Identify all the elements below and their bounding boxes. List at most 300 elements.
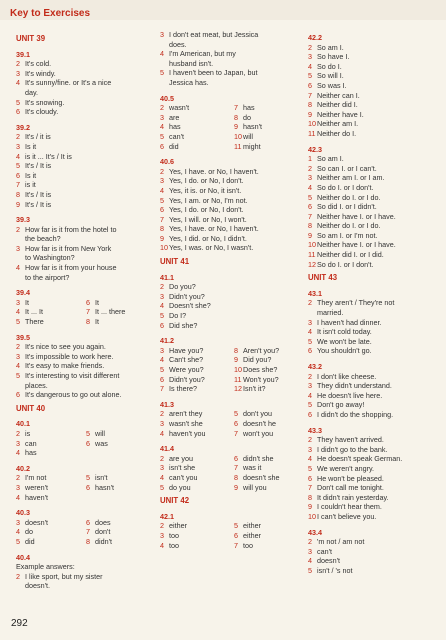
answer-grid [16, 473, 150, 502]
item-text: So did I. or I didn't. [317, 202, 377, 212]
answer-item [160, 78, 302, 88]
item-text: So was I. [317, 80, 347, 90]
answer-item [234, 521, 302, 531]
item-text: Do I? [169, 311, 187, 321]
item-number: 4 [16, 307, 20, 317]
answer-item [308, 337, 442, 347]
item-number: 6 [160, 205, 164, 215]
item-text: It's easy to make friends. [25, 361, 105, 371]
item-text: doesn't [25, 517, 48, 527]
item-text: So will I. [317, 71, 344, 81]
item-number: 6 [86, 297, 90, 307]
answer-grid [160, 346, 302, 394]
item-number: 4 [308, 327, 312, 337]
item-text: Neither have I. or I have. [317, 211, 396, 221]
answer-item [16, 200, 150, 210]
item-number: 7 [160, 384, 164, 394]
item-text: They haven't arrived. [317, 435, 384, 445]
answer-item [86, 429, 150, 439]
item-text: Don't go away! [317, 400, 365, 410]
item-text: I'm American, but my [169, 49, 236, 59]
answer-item [308, 250, 442, 260]
answer-item [234, 122, 302, 132]
item-number: 7 [86, 527, 90, 537]
answer-item [308, 502, 442, 512]
exercise-39-1 [16, 50, 150, 117]
item-number: 12 [308, 259, 316, 269]
answer-item [160, 186, 302, 196]
item-text: to Washington? [25, 253, 75, 263]
answer-list-right [234, 409, 302, 438]
answer-item [16, 537, 80, 547]
answer-item [16, 161, 150, 171]
item-number: 3 [160, 291, 164, 301]
item-number: 4 [160, 49, 164, 59]
item-number: 5 [160, 482, 164, 492]
item-number: 2 [160, 453, 164, 463]
answer-item [16, 317, 80, 327]
item-number: 7 [308, 90, 312, 100]
item-number: 6 [160, 374, 164, 384]
exercise-42-3 [308, 145, 442, 270]
column-2 [160, 30, 302, 550]
answer-item [308, 493, 442, 503]
answer-item [234, 419, 302, 429]
item-number: 9 [234, 122, 238, 132]
item-text: How far is it from the hotel to [25, 224, 117, 234]
item-text: We won't be late. [317, 336, 372, 346]
answer-item [86, 298, 150, 308]
item-number: 6 [234, 418, 238, 428]
exercise-40-1 [16, 419, 150, 457]
item-number [160, 59, 169, 69]
exercise-number: 41.4 [160, 444, 174, 454]
item-number: 4 [160, 428, 164, 438]
exercise-number: 40.4 [16, 552, 30, 562]
answer-item [160, 463, 228, 473]
answer-item [86, 527, 150, 537]
item-number: 4 [16, 263, 20, 273]
answer-list-right [86, 473, 150, 502]
answer-item [160, 346, 228, 356]
answer-item [234, 103, 302, 113]
item-number: 8 [16, 189, 20, 199]
item-number: 5 [160, 131, 164, 141]
item-number: 2 [16, 59, 20, 69]
item-number: 8 [234, 472, 238, 482]
item-text: didn't she [243, 453, 274, 463]
item-text: Didn't you? [169, 374, 205, 384]
answer-item [16, 581, 150, 591]
unit-42-title: UNIT 42 [160, 496, 190, 506]
answer-item [160, 122, 228, 132]
item-number: 5 [16, 371, 20, 380]
item-text: either [243, 530, 261, 540]
answer-item [16, 59, 150, 69]
answer-grid [160, 103, 302, 151]
item-text: won't you [243, 428, 274, 438]
item-text: can't [169, 131, 184, 141]
exercise-number: 40.1 [16, 419, 30, 429]
answer-item [308, 100, 442, 110]
answer-item [160, 132, 228, 142]
exercise-39-4 [16, 288, 150, 326]
answer-item [16, 473, 80, 483]
answer-list [16, 342, 150, 400]
item-text: It's / It is [25, 189, 52, 199]
item-text: Yes, I am. or No, I'm not. [169, 195, 248, 205]
item-number: 3 [16, 68, 20, 78]
item-number: 9 [16, 199, 20, 209]
answer-item [86, 483, 150, 493]
item-number [160, 78, 169, 88]
item-number: 6 [308, 473, 312, 483]
item-text: doesn't she [243, 472, 280, 482]
item-number [160, 40, 169, 50]
item-number: 6 [308, 80, 312, 90]
item-number: 6 [308, 346, 312, 356]
answer-item [160, 224, 302, 234]
item-text: Neither have I. [317, 109, 364, 119]
item-text: Won't you? [243, 374, 279, 384]
item-text: to the airport? [25, 272, 70, 282]
item-text: How far is it from New York [25, 243, 112, 253]
answer-item [160, 30, 302, 40]
exercise-43-1 [308, 289, 442, 356]
item-text: day. [25, 87, 39, 97]
item-number: 5 [308, 336, 312, 346]
answer-list-left [16, 473, 80, 502]
answer-item [308, 556, 442, 566]
exercise-number: 40.6 [160, 157, 174, 167]
item-number: 6 [160, 141, 164, 151]
item-text: doesn't [317, 556, 340, 566]
answer-item [308, 240, 442, 250]
exercise-40-5 [160, 94, 302, 152]
item-number: 5 [160, 311, 164, 321]
item-text: isn't she [169, 463, 196, 473]
answer-item [160, 68, 302, 78]
item-text: husband isn't. [169, 58, 214, 68]
item-number: 8 [160, 224, 164, 234]
answer-grid [160, 521, 302, 550]
answer-list-right [86, 298, 150, 327]
item-text: It [25, 297, 29, 307]
answer-item [16, 234, 150, 244]
item-text: Did she? [169, 320, 198, 330]
item-number: 3 [160, 463, 164, 473]
item-number: 3 [308, 381, 312, 391]
item-number: 6 [308, 202, 312, 212]
answer-item [160, 375, 228, 385]
answer-item [16, 493, 80, 503]
item-text: doesn't he [243, 418, 276, 428]
item-number: 4 [308, 182, 312, 192]
answer-item [234, 355, 302, 365]
answer-item [160, 113, 228, 123]
item-number [308, 308, 317, 318]
exercise-number: 39.4 [16, 288, 30, 298]
item-number: 5 [308, 71, 312, 81]
item-number: 11 [308, 250, 316, 260]
item-number: 7 [160, 214, 164, 224]
column-3 [308, 30, 442, 575]
answer-item [160, 473, 228, 483]
item-text: It [95, 317, 99, 327]
exercise-number: 41.2 [160, 336, 174, 346]
item-text: They didn't understand. [317, 381, 392, 391]
item-text: I can't believe you. [317, 511, 377, 521]
exercise-number: 39.5 [16, 332, 30, 342]
exercise-40-2 [16, 464, 150, 502]
item-text: can't [317, 546, 332, 556]
item-text: It didn't rain yesterday. [317, 492, 389, 502]
item-number: 2 [160, 521, 164, 531]
item-number: 6 [86, 517, 90, 527]
item-text: So am I. [317, 154, 344, 164]
answer-item [16, 483, 80, 493]
item-number: 4 [16, 527, 20, 537]
answer-item [308, 474, 442, 484]
answer-list [160, 167, 302, 253]
item-number: 12 [234, 384, 242, 394]
item-number: 8 [234, 112, 238, 122]
answer-item [234, 483, 302, 493]
item-number: 4 [160, 301, 164, 311]
item-number: 4 [308, 454, 312, 464]
item-text: has [243, 103, 255, 113]
item-text: So do I. or I don't. [317, 182, 374, 192]
answer-item [160, 365, 228, 375]
answer-list-right [234, 346, 302, 394]
item-text: So am I. [317, 42, 344, 52]
answer-item [160, 292, 302, 302]
answer-item [86, 518, 150, 528]
item-number: 2 [16, 224, 20, 234]
item-number: 9 [234, 482, 238, 492]
answer-list [16, 225, 150, 283]
exercise-number: 43.3 [308, 425, 322, 435]
item-number: 11 [234, 141, 242, 151]
answer-item [234, 346, 302, 356]
answer-item [16, 88, 150, 98]
answer-item [308, 537, 442, 547]
exercise-number: 40.2 [16, 463, 30, 473]
item-number: 3 [160, 112, 164, 122]
item-number: 2 [308, 42, 312, 52]
answer-item [308, 183, 442, 193]
item-number: 6 [308, 409, 312, 419]
item-number: 8 [308, 221, 312, 231]
answer-list [308, 154, 442, 269]
answer-list-left [16, 429, 80, 458]
answer-item [308, 318, 442, 328]
answer-item [308, 91, 442, 101]
exercise-number: 42.3 [308, 144, 322, 154]
answer-item [234, 365, 302, 375]
answer-item [160, 176, 302, 186]
answer-list [308, 298, 442, 356]
exercise-number: 42.2 [308, 33, 322, 42]
item-text: Neither can I. [317, 90, 360, 100]
exercise-number: 39.3 [16, 215, 30, 225]
answer-item [308, 346, 442, 356]
answer-item [308, 512, 442, 522]
answer-item [16, 180, 150, 190]
item-text: He doesn't live here. [317, 390, 383, 400]
item-text: So do I. [317, 61, 342, 71]
item-text: Is it [25, 170, 37, 180]
item-text: isn't [95, 473, 108, 483]
exercise-number: 43.4 [308, 527, 322, 537]
answer-list-left [160, 454, 228, 492]
answer-item [234, 409, 302, 419]
answer-item [234, 113, 302, 123]
item-number: 7 [234, 540, 238, 550]
item-text: Didn't you? [169, 291, 205, 301]
item-number: 2 [160, 103, 164, 113]
item-text: weren't [25, 482, 48, 492]
answer-item [308, 164, 442, 174]
answer-list [160, 30, 302, 88]
item-text: I haven't been to Japan, but [169, 68, 258, 78]
item-number [16, 234, 25, 244]
item-number: 6 [16, 390, 20, 400]
answer-item [86, 473, 150, 483]
item-number: 5 [160, 365, 164, 374]
item-text: Were you? [169, 365, 204, 374]
item-text: can [25, 438, 37, 448]
item-number: 6 [16, 107, 20, 117]
item-number: 8 [234, 345, 238, 355]
item-text: Neither did I. [317, 100, 358, 110]
exercise-40-3 [16, 508, 150, 546]
answer-item [234, 375, 302, 385]
item-number: 5 [16, 161, 20, 171]
item-number [16, 253, 25, 263]
example-note: Example answers: [16, 562, 75, 572]
answer-item [160, 321, 302, 331]
item-text: It's nice to see you again. [25, 342, 106, 352]
exercise-number: 40.5 [160, 93, 174, 103]
answer-item [308, 110, 442, 120]
answer-item [308, 71, 442, 81]
item-number: 2 [16, 428, 20, 438]
item-text: There [25, 317, 44, 327]
exercise-number: 42.1 [160, 511, 174, 521]
item-text: will [95, 428, 105, 438]
item-text: They aren't / They're not [317, 298, 395, 308]
item-text: So am I. or I'm not. [317, 230, 378, 240]
item-text: I don't eat meat, but Jessica [169, 30, 259, 39]
exercise-39-3 [16, 215, 150, 282]
item-text: I don't like cheese. [317, 371, 377, 381]
exercise-41-2 [160, 336, 302, 394]
item-text: hasn't [243, 122, 262, 132]
unit-39-title: UNIT 39 [16, 34, 46, 43]
item-number: 5 [308, 565, 312, 575]
item-number: 3 [308, 546, 312, 556]
item-number: 3 [160, 418, 164, 428]
answer-item [308, 231, 442, 241]
answer-item [308, 62, 442, 72]
answer-item [160, 409, 228, 419]
answer-item [160, 301, 302, 311]
answer-list [160, 282, 302, 330]
item-number: 3 [160, 345, 164, 355]
item-number: 4 [160, 355, 164, 365]
answer-item [160, 521, 228, 531]
item-text: He doesn't speak German. [317, 454, 403, 464]
item-text: can't you [169, 472, 198, 482]
item-text: Neither do I. or I do. [317, 221, 381, 231]
answer-item [234, 142, 302, 152]
page-number: 292 [11, 618, 28, 629]
exercise-39-5 [16, 333, 150, 400]
item-text: will [243, 131, 253, 141]
answer-item [16, 225, 150, 235]
answer-item [16, 152, 150, 162]
item-text: Have you? [169, 345, 204, 355]
item-text: Isn't it? [243, 384, 266, 394]
exercise-number: 43.2 [308, 362, 322, 371]
answer-grid [16, 298, 150, 327]
answer-item [16, 448, 80, 458]
answer-item [16, 429, 80, 439]
item-number: 5 [86, 473, 90, 483]
item-number: 2 [308, 298, 312, 308]
answer-item [308, 410, 442, 420]
answer-list-left [16, 298, 80, 327]
item-number: 5 [160, 195, 164, 205]
item-number: 6 [234, 453, 238, 463]
item-number: 3 [16, 438, 20, 448]
item-number: 8 [86, 536, 90, 546]
answer-item [160, 59, 302, 69]
item-number: 5 [16, 536, 20, 546]
answer-item [86, 537, 150, 547]
item-text: Did you? [243, 355, 272, 365]
answer-item [16, 107, 150, 117]
answer-item [160, 40, 302, 50]
item-text: is [25, 428, 31, 438]
item-text: too [243, 540, 253, 550]
item-number: 5 [308, 463, 312, 473]
item-text: It's windy. [25, 68, 56, 78]
item-text: It's cold. [25, 59, 52, 69]
item-number: 7 [308, 483, 312, 493]
item-text: I'm not [25, 473, 47, 483]
item-number: 4 [16, 448, 20, 458]
item-text: has [25, 448, 37, 458]
item-text: I couldn't hear them. [317, 502, 382, 512]
item-text: Does she? [243, 365, 278, 374]
answer-item [160, 384, 228, 394]
answer-item [308, 260, 442, 270]
item-text: He won't be pleased. [317, 473, 384, 483]
answer-grid [16, 429, 150, 458]
item-text: isn't / 's not [317, 565, 353, 575]
item-text: too [169, 530, 179, 540]
answer-grid [160, 409, 302, 438]
item-text: does [95, 517, 111, 527]
unit-43-title: UNIT 43 [308, 273, 338, 283]
item-number: 9 [160, 233, 164, 243]
item-text: are you [169, 453, 193, 463]
item-number: 7 [86, 307, 90, 317]
item-text: It ... It [25, 307, 43, 317]
item-text: It ... there [95, 307, 126, 317]
